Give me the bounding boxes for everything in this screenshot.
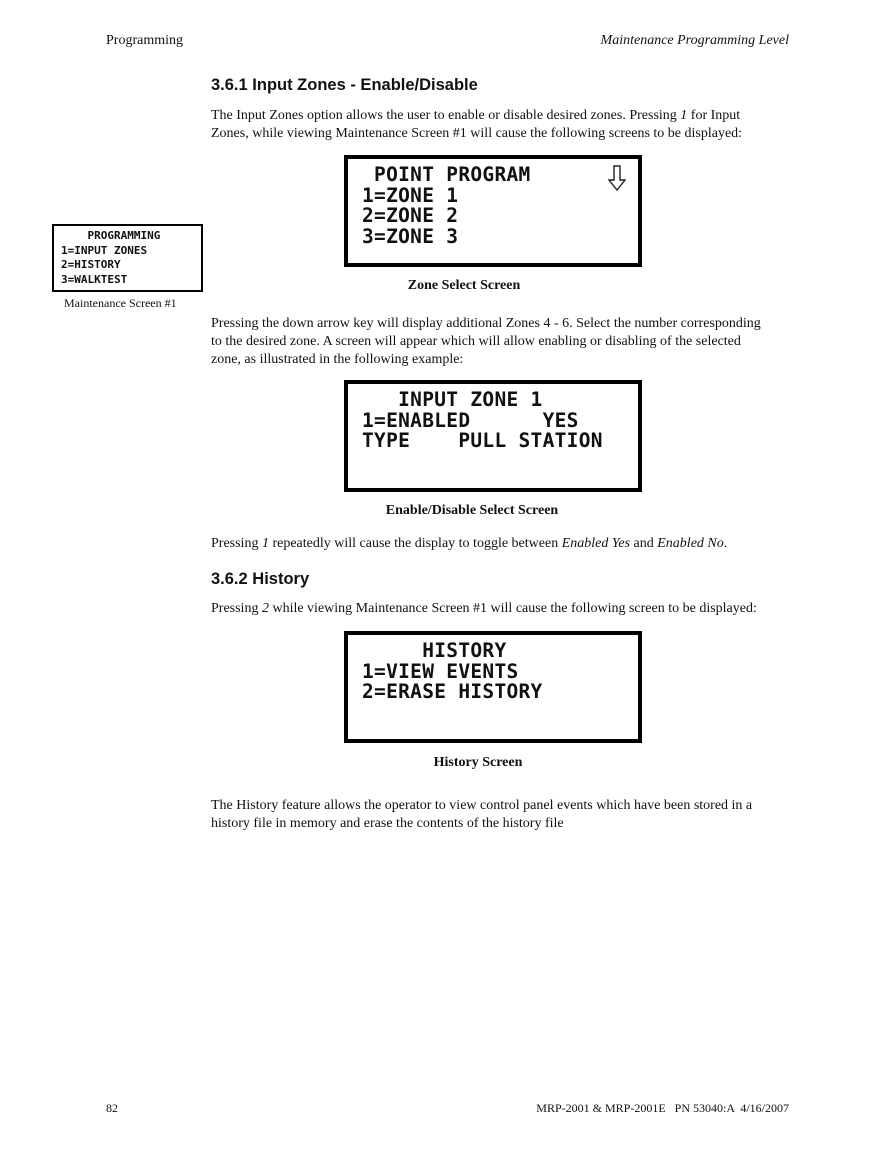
lcd-line: 1=INPUT ZONES bbox=[61, 243, 148, 257]
lcd-line: HISTORY bbox=[362, 639, 507, 662]
enable-disable-caption: Enable/Disable Select Screen bbox=[385, 503, 559, 518]
footer-document-id: MRP-2001 & MRP-2001E PN 53040:A 4/16/2007 bbox=[536, 1101, 789, 1115]
section-title-history: 3.6.2 History bbox=[211, 570, 310, 588]
lcd-line: 1=VIEW EVENTS bbox=[362, 659, 519, 683]
lcd-line: 1=ZONE 1 bbox=[362, 183, 459, 207]
middle-paragraph: Pressing the down arrow key will display additional Zones 4 - 6. Select the number corresponding to the desired zone. A screen will appear which will allow enabling or disabling of the selected zone, as illustrated in the following example: bbox=[211, 316, 761, 367]
page-number: 82 bbox=[106, 1101, 118, 1115]
lcd-line: 3=ZONE 3 bbox=[362, 224, 459, 248]
history-caption: History Screen bbox=[433, 755, 523, 770]
lcd-line: TYPE PULL STATION bbox=[362, 429, 603, 452]
lcd-line: 3=WALKTEST bbox=[61, 272, 128, 286]
toggle-paragraph: Pressing 1 repeatedly will cause the display to toggle between Enabled Yes and Enabled No. bbox=[211, 536, 728, 551]
closing-paragraph: The History feature allows the operator to view control panel events which have been stored in a history file in memory and erase the contents of the history file bbox=[211, 798, 753, 831]
lcd-line: 1=ENABLED YES bbox=[362, 408, 579, 432]
lcd-line: PROGRAMMING bbox=[61, 229, 161, 242]
zone-select-screen bbox=[344, 155, 642, 267]
maintenance-screen bbox=[52, 224, 203, 292]
history-screen bbox=[344, 631, 642, 743]
lcd-line: 2=HISTORY bbox=[61, 258, 121, 272]
maintenance-screen-caption: Maintenance Screen #1 bbox=[64, 296, 177, 310]
lcd-line: 2=ZONE 2 bbox=[362, 204, 459, 227]
intro-paragraph: The Input Zones option allows the user to enable or disable desired zones. Pressing 1 for Input Zones, while viewing Maintenance Screen #1 will cause the following screens to be displayed: bbox=[211, 108, 743, 141]
key-1: 1 bbox=[680, 108, 688, 123]
down-arrow-icon bbox=[608, 165, 626, 191]
enable-disable-screen bbox=[344, 380, 642, 492]
lcd-line: 2=ERASE HISTORY bbox=[362, 680, 543, 703]
lcd-line: POINT PROGRAM bbox=[362, 163, 531, 186]
running-header-left: Programming bbox=[106, 33, 183, 48]
running-header-right: Maintenance Programming Level bbox=[600, 33, 789, 48]
history-intro-paragraph: Pressing 2 while viewing Maintenance Screen #1 will cause the following screen to be displayed: bbox=[211, 601, 757, 616]
section-title-input-zones: 3.6.1 Input Zones - Enable/Disable bbox=[211, 76, 478, 94]
zone-select-caption: Zone Select Screen bbox=[407, 278, 521, 293]
lcd-line: INPUT ZONE 1 bbox=[362, 388, 543, 411]
